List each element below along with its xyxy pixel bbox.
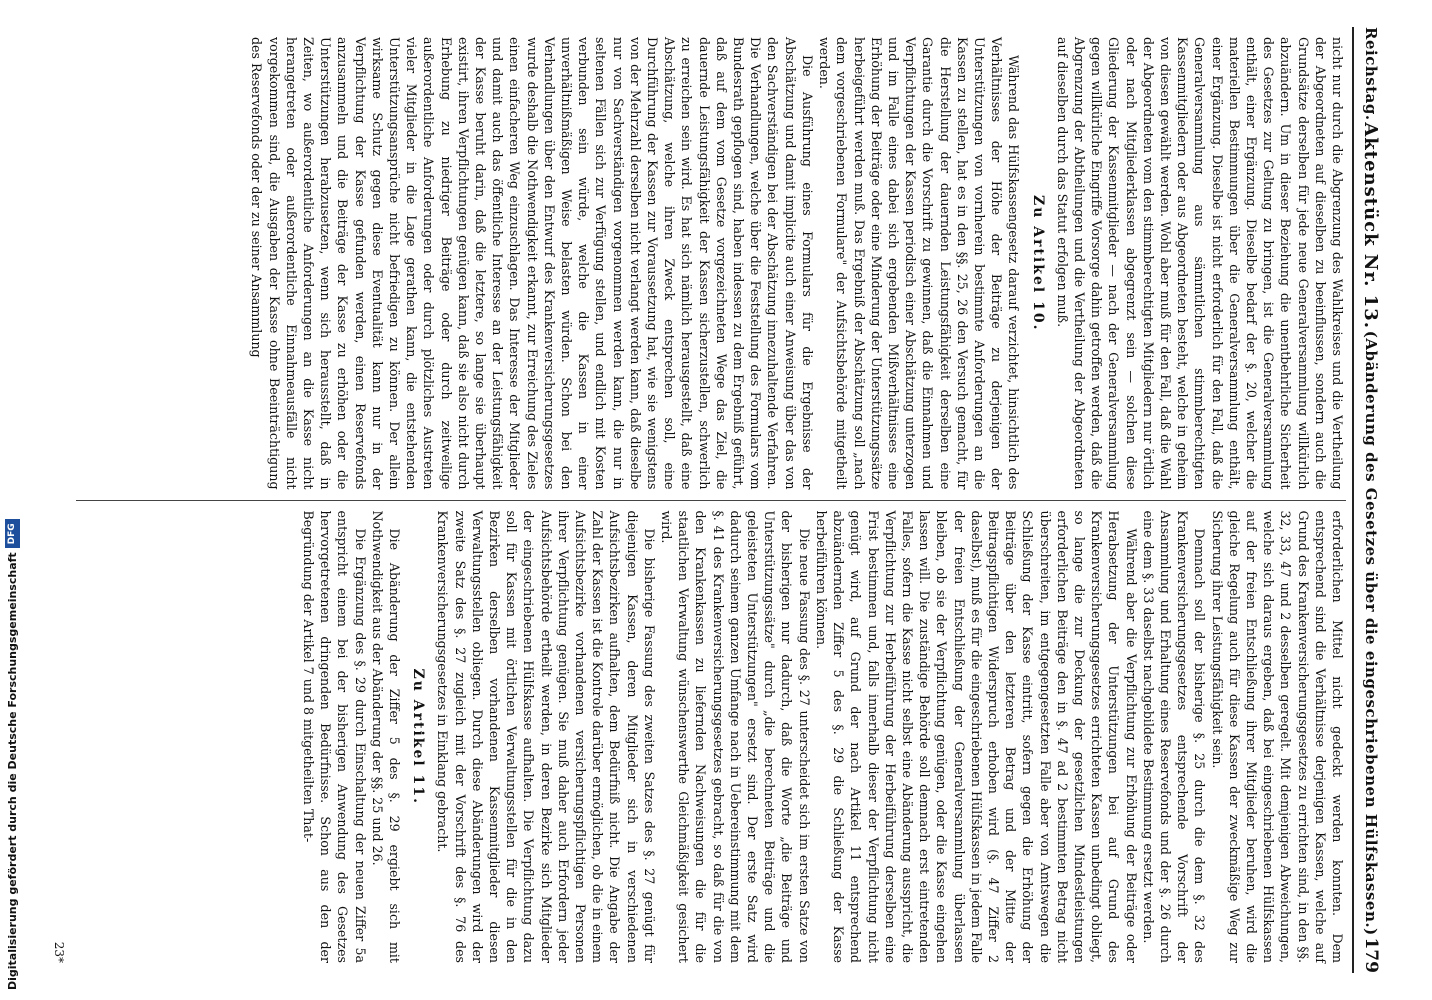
scanned-page [16, 5, 1416, 995]
paragraph: Die Ergänzung des §. 29 durch Einschaltung der neuen Ziffer 5a entspricht einem bei der bisherigen Anwendung des Gesetzes hervorgetretenen dringenden Bedürfnisse. Schon aus den der Begründung der Artikel 7 und 8 mitgetheilten That- [301, 510, 368, 963]
section-heading: Zu Artikel 10. [1029, 195, 1046, 332]
column-right-text [76, 27, 1346, 500]
header-left: Reichstag. [1362, 27, 1380, 121]
digitization-credit [5, 519, 20, 990]
header-subtitle: (Abänderung des Gesetzes über die eingeschriebenen Hülfskassen.) [1362, 330, 1380, 936]
paragraph: Während das Hülfskassengesetz darauf verzichtet, hinsichtlich des Verhältnisses der Höhe der Beiträge zu derjenigen der Unterstützungen von vornherein bestimmte Anforderungen an die Kassen zu stellen, hat es in den §§. 25, 26 den Versuch gemacht, für die Herstellung der dauernden Leistungsfähigkeit derselben eine Garantie durch die Vorschrift zu gewinnen, daß die Einnahmen und Verpflichtungen der Kassen periodisch einer Abschätzung unterzogen und im Falle eines dabei sich ergebenden Mißverhältnisses eine Erhöhung der Beiträge oder eine Minderung der Unterstützungssätze herbeigeführt werden muß. Das Ergebniß der Abschätzung soll „nach dem vorgeschriebenen Formulare" der Aufsichtsbehörde mitgetheilt werden. [817, 37, 1022, 490]
paragraph: Die bisherige Fassung des zweiten Satzes des §. 27 genügt für diejenigen Kassen, deren Mitglieder sich in verschiedenen Aufsichtsbezirken aufhalten, dem Bedürfniß nicht. Die Angabe der Zahl der Kassen ist die Kontrole darüber ermöglichen, ob die in einem Aufsichtsbezirke vorhandenen versicherungspflichtigen Personen ihrer Verpflichtung genügen. Sie muß daher auch Erfordern jeder Aufsichtsbehörde ertheilt werden, in deren Bezirke sich Mitglieder der eingeschriebenen Hülfskasse aufhalten. Die Verpflichtung dazu soll für Kassen mit örtlichen Verwaltungsstellen für die in den Bezirken derselben vorhandenen Kassenmitglieder diesen Verwaltungsstellen obliegen. Durch diese Abänderungen wird der zweite Satz des §. 27 zugleich mit der Vorschrift des §. 76 des Krankenversicherungsgesetzes in Einklang gebracht. [435, 510, 657, 963]
signature-mark: 23* [52, 941, 66, 963]
digitization-sidebar [2, 0, 24, 1000]
credit-text: Digitalisierung gefördert durch die Deutsche Forschungsgemeinschaft [6, 552, 19, 990]
paragraph: Während aber die Verpflichtung zur Erhöhung der Beiträge oder Herabsetzung der Unterstützungen bei auf Grund des Krankenversicherungsgesetzes errichteten Kassen unbedingt obliegt, so lange die zur Deckung der gesetzlichen Mindestleistungen erforderlichen Beiträge den in §. 47 ad 2 bestimmten Betrag nicht überschreiten, im entgegengesetzten Falle aber von Amtswegen die Schließung der Kasse eintritt, sofern gegen die Erhöhung der Beiträge über den letzteren Betrag und der Mitte der Beitragspflichtigen Widerspruch erhoben wird (§. 47 Ziffer 2 daselbst), muß es für die eingeschriebenen Hülfskassen in jedem Falle der freien Entschließung der Generalversammlung überlassen bleiben, ob sie der Verpflichtung genügen, oder die Kasse eingehen lassen will. Die zuständige Behörde soll demnach erst eintretenden Falles, sofern die Kasse nicht selbst eine Abänderung ausspricht, die Verpflichtung zur Herbeiführung der Herbeiführung derselben eine Frist bestimmen und, falls innerhalb dieser der Verpflichtung nicht genügt wird, auf Grund der nach Artikel 11 entsprechend abzuändernden Ziffer 5 des §. 29 die Schließung der Kasse herbeiführen können. [813, 510, 1139, 963]
paragraph: Die Abänderung der Ziffer 5 des §. 29 ergiebt sich mit Nothwendigkeit aus der Abänderung der §§. 25 und 26. [369, 510, 403, 963]
page-header [1352, 27, 1388, 973]
paragraph: Demnach soll der bisherige §. 25 durch die dem §. 32 des Krankenversicherungsgesetzes entsprechende Vorschrift der Ansammlung und Erhaltung eines Reservefonds und der §. 26 durch eine dem §. 33 daselbst nachgebildete Bestimmung ersetzt werden. [1140, 510, 1208, 963]
header-title: Aktenstück Nr. 13. [1360, 122, 1382, 330]
paragraph: erforderlichen Mittel nicht gedeckt werden konnten. Dem entsprechend sind die Verhältnisse derjenigen Kassen, welche auf Grund des Krankenversicherungsgesetzes zu errichten sind, in den §§. 32, 33, 47 und 2 desselben geregelt. Mit demjenigen Abweichungen, welche sich daraus ergeben, daß bei eingeschriebenen Hülfskassen auf der freien Entschließung ihrer Mitglieder beruhen, wird die gleiche Regelung auch für diese Kassen der zweckmäßige Weg zur Sicherung ihrer Leistungsfähigkeit sein. [1209, 510, 1345, 963]
dfg-logo-icon: DFG [5, 519, 20, 548]
text-columns [76, 27, 1346, 973]
page-number: 179 [1361, 937, 1381, 973]
paragraph: nicht nur durch die Abgrenzung des Wahlkreises und die Vertheilung der Abgeordneten auf dieselben zu beeinflussen, sondern auch die Grundsätze derselben für jede neue Generalversammlung willkürlich abzuändern. Um in dieser Beziehung die unentbehrliche Sicherheit des Gesetzes zur Geltung zu bringen, ist die Generalversammlung enthält, einer Ergänzung. Dieselbe bedarf der §. 20, welcher die materiellen Bestimmungen über die Generalversammlung enthält, einer Ergänzung. Dieselbe ist nicht erforderlich für den Fall, daß die Generalversammlung aus sämmtlichen stimmberechtigten Kassenmitgliedern oder aus Abgeordneten besteht, welche in geheim von diesen gewählt werden. Wohl aber muß für den Fall, daß die Wahl der Abgeordneten vom den stimmberechtigten Mitgliedern nur örtlich oder nach Mitgliederklassen abgegrenzt sein — solchen diese Gliederung der Kassenmitglieder — nach der Generalversammlung gegen willkürliche Eingriffe Vorsorge dahin getroffen werden, daß die Abgrenzung der Abtheilungen und die Vertheilung der Abgeordneten auf dieselben durch das Statut erfolgen muß. [1054, 37, 1345, 490]
paragraph: Die Ausführung eines Formulars für die Ergebnisse der Abschätzung und damit implicite auch einer Anweisung über das von den Sachverständigen bei der Abschätzung innezuhaltende Verfahren. Die Verhandlungen, welche über die Feststellung des Formulars vom Bundesrath gepflogen sind, haben indessen zu dem Ergebniß geführt, daß auf dem vom Gesetze vorgezeichneten Wege das Ziel, die dauernde Leistungsfähigkeit der Kassen sicherzustellen, schwerlich zu erreichen sein wird. Es hat sich nämlich herausgestellt, daß eine Abschätzung, welche ihren Zweck entsprechen soll, eine Durchführung der Kassen zur Voraussetzung hat, wie sie wenigstens von der Mehrzahl derselben nicht verlangt werden kann, daß dieselbe nur von Sachverständigen vorgenommen werden kann, die nur in seltenen Fällen sich zur Verfügung stellen, und endlich mit Kosten verbunden sein würde, welche die Kassen in einer unverhältnißmäßigen Weise belasten würden. Schon bei den Verhandlungen über den Entwurf des Krankenversicherungsgesetzes wurde deshalb die Nothwendigkeit erkannt, zur Erreichung des Zieles einen einfacheren Weg einzuschlagen. Das Interesse der Mitglieder und damit auch das öffentliche Interesse an der Leistungsfähigkeit der Kasse beruht darin, daß die letztere, so lange sie überhaupt existirt, ihren Verpflichtungen genügen kann, daß sie also nicht durch Erhebung zu niedriger Beiträge oder durch zeitweilige außerordentliche Anforderungen oder durch plötzliches Austreten vieler Mitglieder in die Lage gerathen kann, die entstehenden Unterstützungsansprüche nicht befriedigen zu können. Der allein wirksame Schutz gegen diese Eventualität kann nur in der Verpflichtung der Kasse gefunden werden, einen Reservefonds anzusammeln und die Beiträge der Kasse zu erhöhen oder die Unterstützungen herabzusetzen, wenn sich herausstellt, daß in Zeiten, wo außerordentliche Anforderungen an die Kasse nicht herangetreten oder außerordentliche Einnahmeausfälle nicht vorgekommen sind, die Ausgaben der Kasse ohne Beeinträchtigung des Reservefonds oder der zu seiner Ansammlung [249, 37, 815, 490]
paragraph: Die neue Fassung des §. 27 unterscheidet sich im ersten Satze von der bisherigen nur dadurch, daß die Worte „die Beiträge und Unterstützungssätze" durch „die berechneten Beiträge und die geleisteten Unterstützungen" ersetzt sind. Der erste Satz wird dadurch seinem ganzen Umfange nach in Uebereinstimmung mit dem §. 41 des Krankenversicherungsgesetzes gebracht, so daß für die von den Krankenkassen zu liefernden Nachweisungen die für die staatlichen Verwaltung wünschenswerthe Gleichmäßigkeit gesichert wird. [659, 510, 812, 963]
section-heading: Zu Artikel 11. [410, 668, 427, 805]
column-left-text [76, 500, 1346, 974]
